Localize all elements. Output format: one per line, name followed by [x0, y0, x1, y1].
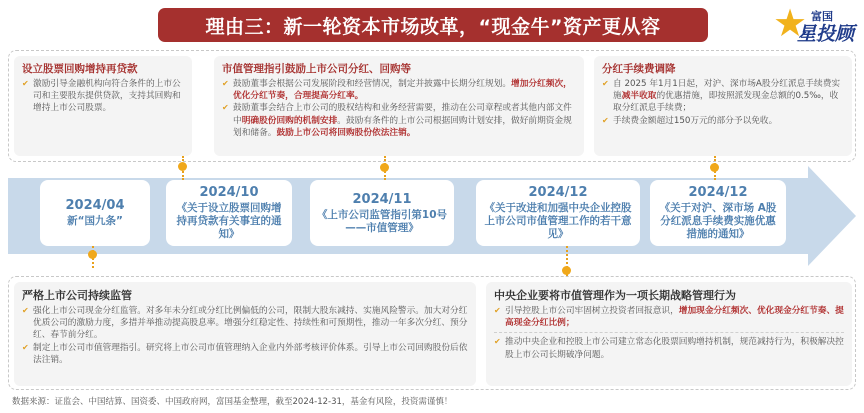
- brand-logo-main: 星投顾: [797, 23, 855, 45]
- card-item: ✔ 推动中央企业和控股上市公司建立常态化股票回购增持机制，规范减持行为，积极解决控股上市公司长期破净问题。: [494, 336, 844, 360]
- timeline-item: 2024/04 新“国九条”: [40, 180, 150, 246]
- page-title: 理由三：新一轮资本市场改革，“现金牛”资产更从容: [158, 8, 708, 42]
- card-item: ✔ 鼓励董事会结合上市公司的股权结构和业务经营需要，推动在公司章程或者其他内部文件中明确股份回购的机制安排。鼓励有条件的上市公司根据回购计划安排，做好前期资金规划和储备。鼓励上市公司将回购股份依法注销。: [222, 102, 576, 139]
- divider: [494, 332, 844, 333]
- timeline-item: 2024/12 《关于改进和加强中央企业控股上市公司市值管理工作的若干意见》: [476, 180, 640, 246]
- card-item: ✔ 自 2025 年1月1日起，对沪、深市场A股分红派息手续费实施减半收取的优惠措施，即按照派发现金总额的0.5‰，收取分红派息手续费；: [602, 78, 844, 115]
- card-item: ✔ 鼓励董事会根据公司发展阶段和经营情况，制定并披露中长期分红规划。增加分红频次，优化分红节奏，合理提高分红率。: [222, 78, 576, 102]
- brand-logo-top: 富国: [811, 10, 833, 23]
- star-icon: ★: [773, 1, 808, 45]
- card-supervision: [14, 282, 476, 386]
- card-buyback-loan: [14, 56, 192, 156]
- card-soe: [486, 282, 852, 386]
- card-market-value: [214, 56, 584, 156]
- connector-dot: [710, 163, 719, 172]
- card-title: 中央企业要将市值管理作为一项长期战略管理行为: [494, 289, 736, 302]
- card-fee: [594, 56, 852, 156]
- card-title: 严格上市公司持续监管: [22, 289, 132, 302]
- card-title: 设立股票回购增持再贷款: [22, 63, 138, 75]
- card-title: 分红手续费调降: [602, 63, 676, 75]
- card-title: 市值管理指引鼓励上市公司分红、回购等: [222, 63, 411, 75]
- connector-dot: [562, 266, 571, 275]
- card-item: ✔ 手续费金额超过150万元的部分予以免收。: [602, 115, 844, 127]
- connector-dot: [178, 162, 187, 171]
- brand-logo: [773, 1, 858, 45]
- source-footnote: 数据来源：证监会、中国结算、国资委、中国政府网，富国基金整理，截至2024-12-31，基金有风险，投资需谨慎！: [12, 397, 453, 407]
- card-item: ✔ 引导控股上市公司牢固树立投资者回报意识，增加现金分红频次、优化现金分红节奏、提高现金分红比例；: [494, 305, 844, 329]
- card-item: ✔ 制定上市公司市值管理指引。研究将上市公司市值管理纳入企业内外部考核评价体系。引导上市公司回购股份后依法注销。: [22, 342, 468, 366]
- card-item: ✔ 强化上市公司现金分红监管。对多年未分红或分红比例偏低的公司，限制大股东减持、实施风险警示。加大对分红优质公司的激励力度，多措并举推动提高股息率。增强分红稳定性、持续性和可预期性，推动一年多次分红、预分红、春节前分红。: [22, 305, 468, 342]
- timeline-item: 2024/11 《上市公司监管指引第10号——市值管理》: [310, 180, 454, 246]
- card-item: ✔ 激励引导金融机构向符合条件的上市公司和主要股东提供贷款，支持其回购和增持上市公司股票。: [22, 78, 184, 115]
- timeline-item: 2024/10 《关于设立股票回购增持再贷款有关事宜的通知》: [166, 180, 292, 246]
- connector-dot: [380, 163, 389, 172]
- connector-dot: [88, 250, 97, 259]
- timeline-item: 2024/12 《关于对沪、深市场 A股分红派息手续费实施优惠措施的通知》: [650, 180, 786, 246]
